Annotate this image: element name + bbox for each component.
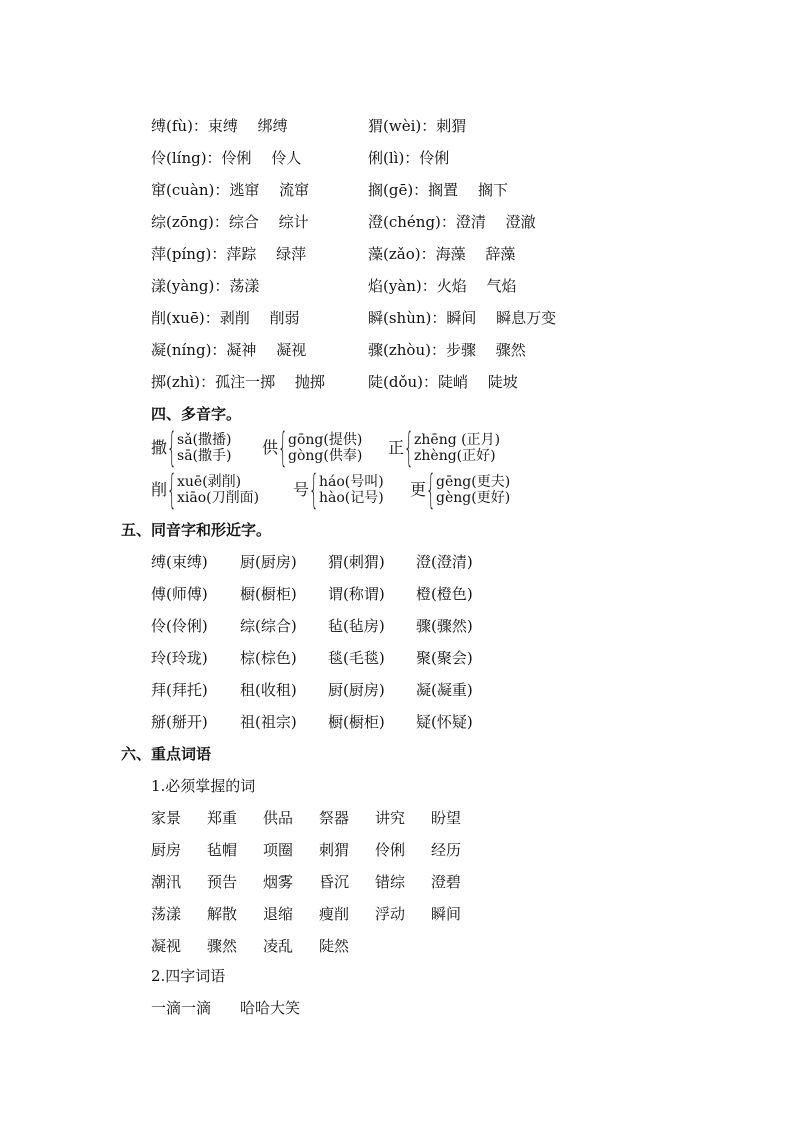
vocab-word: 烟雾 [263, 873, 294, 891]
entry-right: 俐(lì)：伶俐 [368, 149, 450, 167]
vocab-word: 家景 [151, 809, 182, 827]
section6-title: 六、重点词语 [121, 745, 212, 763]
reading: zhèng(正好) [414, 448, 496, 464]
vocab-word: 浮动 [375, 905, 406, 923]
vocab-word: 退缩 [263, 905, 294, 923]
vocab-word: 凝视 [151, 937, 182, 955]
char-pair: 毡(毡房) [328, 617, 385, 635]
vocab-word: 凌乱 [263, 937, 294, 955]
char-pair: 玲(玲珑) [151, 649, 208, 667]
polyphone-item [151, 425, 232, 471]
vocab-word: 预告 [207, 873, 238, 891]
entry-left: 萍(píng)：萍踪 绿萍 [151, 245, 307, 263]
brace-icon: { [278, 425, 288, 471]
entry-left: 综(zōng)：综合 综计 [151, 213, 309, 231]
char-pair: 棕(棕色) [240, 649, 297, 667]
entry-right: 骤(zhòu)：步骤 骤然 [368, 341, 526, 359]
char-pair: 橱(橱柜) [328, 713, 385, 731]
vocab-word: 潮汛 [151, 873, 182, 891]
char-pair: 疑(怀疑) [416, 713, 473, 731]
char-pair: 租(收租) [240, 681, 297, 699]
vocab-word: 昏沉 [319, 873, 350, 891]
char-pair: 缚(束缚) [151, 553, 208, 571]
entry-right: 藻(zǎo)：海藻 辞藻 [368, 245, 516, 263]
reading: gōng(提供) [288, 432, 363, 448]
polyphone-item [151, 467, 260, 513]
entry-right: 陡(dǒu)：陡峭 陡坡 [368, 373, 518, 391]
char-pair: 伶(伶俐) [151, 617, 208, 635]
vocab-word: 伶俐 [375, 841, 406, 859]
char-pair: 掰(掰开) [151, 713, 208, 731]
vocab-word: 郑重 [207, 809, 238, 827]
subsection-title: 1.必须掌握的词 [151, 777, 256, 795]
polyphone-char: 撒 [151, 438, 168, 457]
vocab-word: 澄碧 [431, 873, 462, 891]
reading: háo(号叫) [319, 474, 384, 490]
vocab-word: 经历 [431, 841, 462, 859]
reading: xiāo(刀削面) [177, 490, 260, 506]
reading: zhēng (正月) [414, 432, 501, 448]
vocab-word: 陡然 [319, 937, 350, 955]
vocab-word: 荡漾 [151, 905, 182, 923]
vocab-word: 供品 [263, 809, 294, 827]
polyphone-item [410, 467, 511, 513]
polyphone-item [388, 425, 501, 471]
brace-icon: { [404, 425, 414, 471]
reading: sā(撒手) [177, 448, 232, 464]
polyphone-char: 正 [388, 438, 405, 457]
vocab-word: 厨房 [151, 841, 182, 859]
char-pair: 厨(厨房) [240, 553, 297, 571]
vocab-word: 盼望 [431, 809, 462, 827]
vocab-word: 毡帽 [207, 841, 238, 859]
char-pair: 祖(祖宗) [240, 713, 297, 731]
char-pair: 橙(橙色) [416, 585, 473, 603]
entry-left: 窜(cuàn)：逃窜 流窜 [151, 181, 310, 199]
char-pair: 谓(称谓) [328, 585, 385, 603]
entry-left: 漾(yàng)：荡漾 [151, 277, 260, 295]
section5-title: 五、同音字和形近字。 [121, 521, 272, 539]
char-pair: 傅(师傅) [151, 585, 208, 603]
char-pair: 聚(聚会) [416, 649, 473, 667]
polyphone-item [262, 425, 363, 471]
entry-left: 伶(líng)：伶俐 伶人 [151, 149, 302, 167]
entry-left: 掷(zhì)：孤注一掷 抛掷 [151, 373, 325, 391]
four-char-phrase: 一滴一滴 [151, 999, 212, 1017]
entry-right: 猬(wèi)：刺猬 [368, 117, 467, 135]
char-pair: 综(综合) [240, 617, 297, 635]
reading: gēng(更夫) [436, 474, 511, 490]
entry-right: 澄(chéng)：澄清 澄澈 [368, 213, 536, 231]
entry-left: 削(xuē)：剥削 削弱 [151, 309, 300, 327]
brace-icon: { [309, 467, 319, 513]
char-pair: 拜(拜托) [151, 681, 208, 699]
vocab-word: 瞬间 [431, 905, 462, 923]
polyphone-char: 削 [151, 480, 168, 499]
brace-icon: { [426, 467, 436, 513]
brace-icon: { [167, 467, 177, 513]
vocab-word: 项圈 [263, 841, 294, 859]
entry-left: 缚(fù)：束缚 绑缚 [151, 117, 288, 135]
polyphone-char: 号 [293, 480, 310, 499]
vocab-word: 解散 [207, 905, 238, 923]
reading: xuē(剥削) [177, 474, 242, 490]
reading: sǎ(撒播) [177, 432, 232, 448]
char-pair: 猬(刺猬) [328, 553, 385, 571]
char-pair: 澄(澄清) [416, 553, 473, 571]
vocab-word: 讲究 [375, 809, 406, 827]
entry-right: 焰(yàn)：火焰 气焰 [368, 277, 517, 295]
entry-left: 凝(níng)：凝神 凝视 [151, 341, 307, 359]
reading: gèng(更好) [436, 490, 511, 506]
vocab-word: 瘦削 [319, 905, 350, 923]
section4-title: 四、多音字。 [151, 405, 242, 423]
polyphone-char: 供 [262, 438, 279, 457]
entry-right: 搁(gē)：搁置 搁下 [368, 181, 508, 199]
char-pair: 毯(毛毯) [328, 649, 385, 667]
vocab-word: 刺猬 [319, 841, 350, 859]
vocab-word: 祭器 [319, 809, 350, 827]
char-pair: 橱(橱柜) [240, 585, 297, 603]
polyphone-char: 更 [410, 480, 427, 499]
char-pair: 骤(骤然) [416, 617, 473, 635]
char-pair: 厨(厨房) [328, 681, 385, 699]
entry-right: 瞬(shùn)：瞬间 瞬息万变 [368, 309, 557, 327]
subsection-title: 2.四字词语 [151, 967, 226, 985]
vocab-word: 骤然 [207, 937, 238, 955]
vocab-word: 错综 [375, 873, 406, 891]
brace-icon: { [167, 425, 177, 471]
four-char-phrase: 哈哈大笑 [240, 999, 301, 1017]
char-pair: 凝(凝重) [416, 681, 473, 699]
reading: gòng(供奉) [288, 448, 363, 464]
polyphone-item [293, 467, 384, 513]
reading: hào(记号) [319, 490, 384, 506]
